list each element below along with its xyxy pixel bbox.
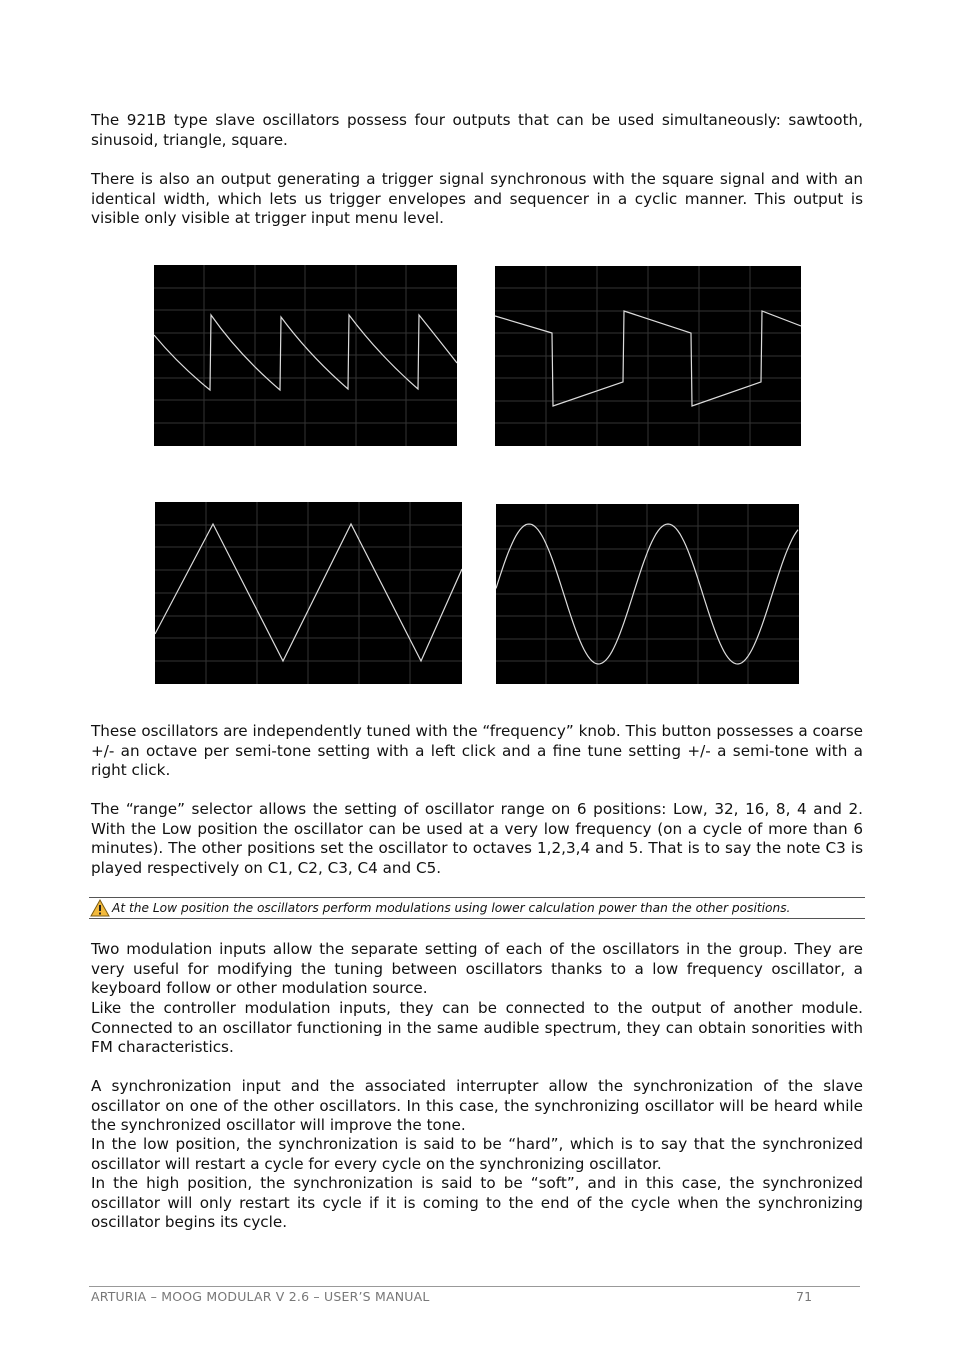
- paragraph-outputs: The 921B type slave oscillators possess four outputs that can be used simultaneously: sawtooth, sinusoid, triangle, square.: [91, 111, 863, 149]
- paragraph-frequency-knob: These oscillators are independently tuned with the “frequency” knob. This button possesses a coarse +/- an octave per semi-tone setting with a left click and a fine tune setting +/- a semi-tone with a right click.: [91, 722, 863, 779]
- paragraph-controller-modulation: Like the controller modulation inputs, they can be connected to the output of another module. Connected to an oscillator functioning in the same audible spectrum, they can obtain sonorities with FM characteristics.: [91, 999, 863, 1056]
- square-scope: [495, 266, 801, 446]
- warning-note: [89, 897, 865, 919]
- footer-page-number: 71: [796, 1289, 813, 1304]
- warning-icon: [90, 899, 110, 917]
- paragraph-range-selector: The “range” selector allows the setting of oscillator range on 6 positions: Low, 32, 16, 8, 4 and 2. With the Low position the oscillator can be used at a very low frequency (on a cycle of more than 6 minutes). The other positions set the oscillator to octaves 1,2,3,4 and 5. That is to say the note C3 is played respectively on C1, C2, C3, C4 and C5.: [91, 800, 863, 877]
- paragraph-modulation-inputs: Two modulation inputs allow the separate setting of each of the oscillators in the group. They are very useful for modifying the tuning between oscillators thanks to a low frequency oscillator, a keyboard follow or other modulation source.: [91, 940, 863, 997]
- warning-note-text: At the Low position the oscillators perform modulations using lower calculation power than the other positions.: [112, 901, 791, 915]
- paragraph-sync-soft: In the high position, the synchronization is said to be “soft”, and in this case, the synchronized oscillator will only restart its cycle if it is coming to the end of the cycle when the synchronizing oscillator begins its cycle.: [91, 1174, 863, 1231]
- triangle-scope: [155, 502, 462, 684]
- footer-divider: [89, 1286, 860, 1287]
- sawtooth-scope: [154, 265, 457, 446]
- paragraph-trigger-output: There is also an output generating a trigger signal synchronous with the square signal and with an identical width, which lets us trigger envelopes and sequencer in a cyclic manner. This output is visible only visible at trigger input menu level.: [91, 170, 863, 227]
- footer-manual-title: ARTURIA – MOOG MODULAR V 2.6 – USER’S MANUAL: [91, 1289, 430, 1304]
- paragraph-synchronization: A synchronization input and the associated interrupter allow the synchronization of the slave oscillator on one of the other oscillators. In this case, the synchronizing oscillator will be heard while the synchronized oscillator will improve the tone.: [91, 1077, 863, 1134]
- paragraph-sync-hard: In the low position, the synchronization is said to be “hard”, which is to say that the synchronized oscillator will restart a cycle for every cycle on the synchronizing oscillator.: [91, 1135, 863, 1173]
- sinusoid-scope: [496, 504, 799, 684]
